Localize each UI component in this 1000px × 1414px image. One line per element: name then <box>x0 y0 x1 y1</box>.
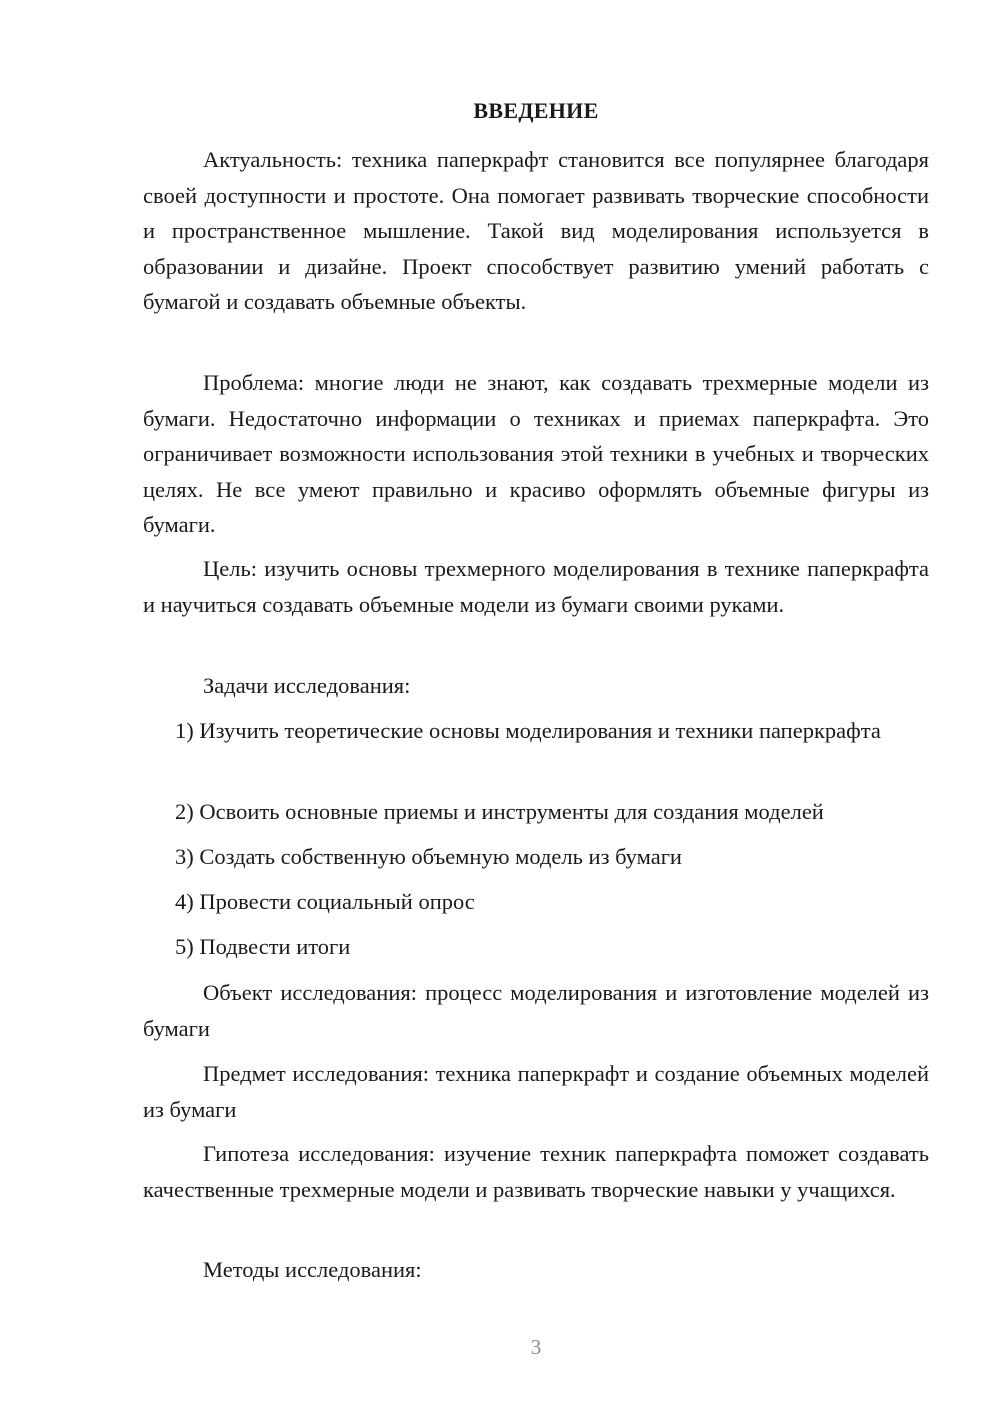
problem-paragraph: Проблема: многие люди не знают, как создавать трехмерные модели из бумаги. Недостаточно информации о техниках и приемах паперкрафта. Это ограничивает возможности использования этой техники в учебных и творческих целях. Не все умеют правильно и красиво оформлять объемные фигуры из бумаги. <box>143 370 929 537</box>
task-item-5: 5) Подвести итоги <box>175 934 351 959</box>
methods-heading: Методы исследования: <box>203 1257 422 1282</box>
task-item-4: 4) Провести социальный опрос <box>175 889 475 914</box>
hypothesis-paragraph: Гипотеза исследования: изучение техник паперкрафта поможет создавать качественные трехмерные модели и развивать творческие навыки у учащихся. <box>143 1141 929 1202</box>
tasks-heading: Задачи исследования: <box>203 673 411 698</box>
goal-paragraph: Цель: изучить основы трехмерного моделирования в технике паперкрафта и научиться создавать объемные модели из бумаги своими руками. <box>143 556 929 617</box>
relevance-paragraph: Актуальность: техника паперкрафт становится все популярнее благодаря своей доступности и простоте. Она помогает развивать творческие способности и пространственное мышление. Такой вид моделирования используется в образовании и дизайне. Проект способствует развитию умений работать с бумагой и создавать объемные объекты. <box>143 147 929 314</box>
page-number: 3 <box>530 1335 542 1359</box>
task-item-3: 3) Создать собственную объемную модель из бумаги <box>175 844 682 869</box>
subject-paragraph: Предмет исследования: техника паперкрафт и создание объемных моделей из бумаги <box>143 1061 929 1122</box>
section-title: ВВЕДЕНИЕ <box>473 98 599 123</box>
task-item-1: 1) Изучить теоретические основы моделирования и техники паперкрафта <box>175 718 881 743</box>
object-paragraph: Объект исследования: процесс моделирования и изготовление моделей из бумаги <box>143 980 929 1041</box>
task-item-2: 2) Освоить основные приемы и инструменты для создания моделей <box>175 799 824 824</box>
